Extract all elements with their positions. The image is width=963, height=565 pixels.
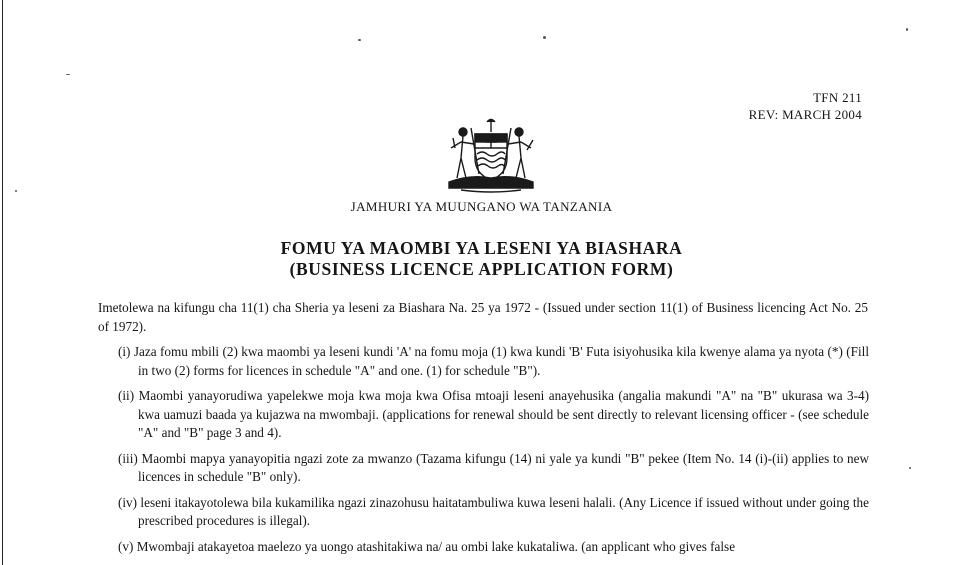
instruction-label: (iv): [118, 494, 138, 510]
scan-speck: [543, 36, 546, 39]
instruction-item: [118, 343, 869, 380]
instruction-text: Jaza fomu mbili (2) kwa maombi ya leseni kundi 'A' na fomu moja (1) kwa kundi 'B' Futa isiyohusika kila kwenye alama ya nyota (*) (Fill in two (2) forms for licences in schedule "A" and one. (1) for schedule "B").: [133, 344, 869, 378]
page-edge-line: [2, 0, 3, 565]
scan-speck: [15, 190, 17, 192]
intro-paragraph: Imetolewa na kifungu cha 11(1) cha Sheria ya leseni za Biashara Na. 25 ya 1972 - (Issued under section 11(1) of Business licencing Act No. 25 of 1972).: [98, 300, 868, 334]
title-english: (BUSINESS LICENCE APPLICATION FORM): [289, 259, 674, 279]
republic-name: JAMHURI YA MUUNGANO WA TANZANIA: [350, 199, 613, 214]
form-code-block: [749, 89, 862, 123]
instruction-list: [118, 343, 869, 563]
form-number: TFN 211: [813, 90, 862, 105]
scan-speck: [909, 467, 911, 469]
instruction-item: [118, 494, 869, 531]
instruction-text: Maombi mapya yanayopitia ngazi zote za mwanzo (Tazama kifungu (14) ni yale ya kundi "B" pekee (Item No. 14 (i)-(ii) applies to new licences in schedule "B" only).: [138, 450, 869, 484]
instruction-text: leseni itakayotolewa bila kukamilika ngazi zinazohusu haitatambuliwa kuwa leseni halali. (Any Licence if issued without under going the prescribed procedures is illegal).: [138, 494, 870, 528]
instruction-item: [118, 538, 869, 557]
instruction-text: Mwombaji atakayetoa maelezo ya uongo atashitakiwa na/ au ombi lake kukataliwa. (an applicant who gives false: [136, 538, 736, 554]
instruction-label: (i): [118, 344, 131, 359]
instruction-label: (v): [118, 538, 134, 554]
instruction-item: [118, 450, 869, 487]
instruction-label: (ii): [118, 388, 135, 403]
scan-speck: [66, 74, 70, 75]
scan-speck: [358, 39, 361, 41]
instruction-label: (iii): [118, 450, 138, 466]
revision-date: REV: MARCH 2004: [748, 107, 862, 122]
scan-speck: [906, 28, 908, 31]
instruction-item: [118, 387, 869, 443]
instruction-text: Maombi yanayorudiwa yapelekwe moja kwa moja kwa Ofisa mtoaji leseni anayehusika (angalia makundi "A" na "B" ukurasa wa 3-4) kwa uamuzi baada ya kujazwa na mwombaji. (applications for renewal should be sent directly to relevant licensing officer - (see schedule "A" and "B" page 3 and 4).: [138, 388, 869, 440]
coat-of-arms-icon: [441, 118, 541, 194]
form-title: [0, 238, 963, 280]
title-swahili: FOMU YA MAOMBI YA LESENI YA BIASHARA: [280, 238, 683, 258]
